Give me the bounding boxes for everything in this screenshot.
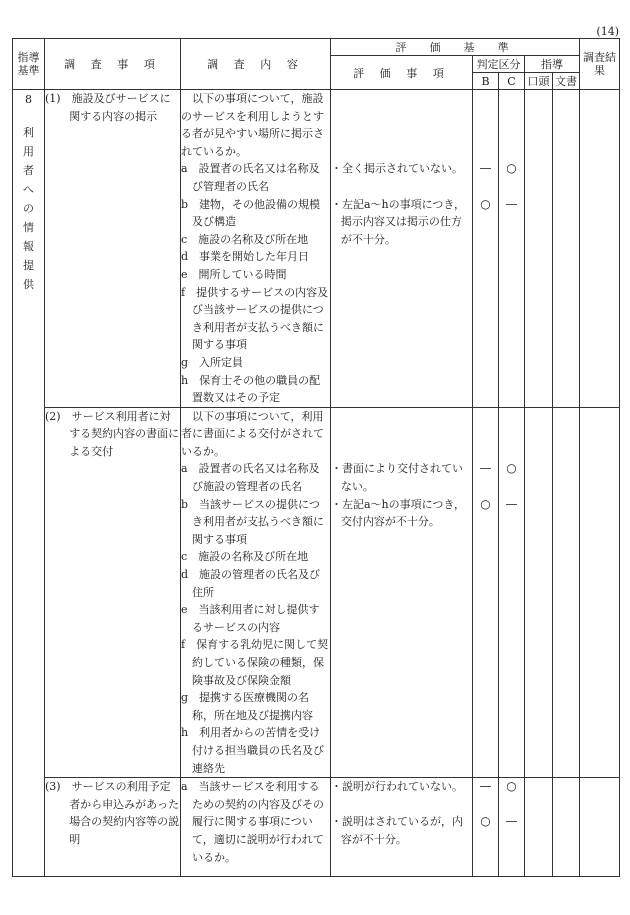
judgement-c-cell — [499, 778, 525, 877]
content-cell — [181, 90, 331, 408]
item-text: (2) サービス利用者に対する契約内容の書面による交付 — [45, 409, 180, 458]
mark: ○ — [480, 196, 491, 211]
content-item: f 提供するサービスの内容及び当該サービスの提供につき利用者が支払うべき額に関する事項 — [181, 285, 329, 352]
standard-label-char: の — [23, 202, 34, 215]
header-b: B — [473, 73, 499, 90]
criterion: ・左記a～hの事項につき，交付内容が不十分。 — [331, 497, 465, 529]
header-document: 文書 — [553, 73, 580, 90]
header-result: 調査結果 — [580, 39, 620, 90]
standard-label-char: 提 — [23, 259, 34, 272]
header-judgement: 判定区分 — [473, 56, 525, 73]
judgement-b-cell — [473, 407, 499, 777]
content-intro: 以下の事項について，施設のサービスを利用しようとする者が見やすい場所に掲示されているか。 — [181, 92, 324, 158]
content-item: h 利用者からの苦情を受け付ける担当職員の氏名及び連絡先 — [181, 726, 324, 775]
mark: — — [505, 814, 518, 829]
header-oral: 口頭 — [525, 73, 553, 90]
criteria-cell — [331, 90, 473, 408]
standard-number: 8 — [25, 93, 32, 106]
inspection-table — [12, 38, 620, 877]
content-item: a 当該サービスを利用するための契約の内容及びその履行に関する事項について，適切に説明が行われているか。 — [181, 780, 324, 864]
content-item: a 設置者の氏名又は名称及び管理者の氏名 — [181, 162, 320, 193]
judgement-b-cell — [473, 778, 499, 877]
standard-cell — [13, 90, 45, 877]
item-text: (1) 施設及びサービスに関する内容の掲示 — [45, 92, 171, 123]
header-content: 調 査 内 容 — [181, 39, 331, 90]
judgement-c-cell — [499, 407, 525, 777]
mark: ○ — [480, 814, 491, 829]
content-item: b 当該サービスの提供につき利用者が支払うべき額に関する事項 — [181, 497, 324, 546]
oral-cell — [525, 407, 553, 777]
content-item: d 事業を開始した年月日 — [181, 250, 310, 264]
header-eval-item: 評 価 事 項 — [331, 56, 473, 90]
content-item: c 施設の名称及び所在地 — [181, 550, 309, 564]
standard-label-char: 報 — [23, 240, 34, 253]
content-item: b 建物，その他設備の規模及び構造 — [181, 197, 321, 229]
table-row — [13, 407, 620, 777]
standard-label-char: 者 — [23, 164, 34, 177]
header-guidance: 指導 — [525, 56, 580, 73]
criterion: ・説明はされているが，内容が不十分。 — [331, 815, 463, 846]
judgement-c-cell — [499, 90, 525, 408]
content-item: f 保育する乳幼児に関して契約している保険の種類，保険事故及び保険金額 — [181, 638, 329, 687]
mark: ○ — [506, 461, 517, 476]
mark: ○ — [480, 496, 491, 511]
content-item: e 当該利用者に対し提供するサービスの内容 — [181, 603, 320, 634]
item-cell — [45, 90, 181, 408]
content-item: a 設置者の氏名又は名称及び施設の管理者の氏名 — [181, 462, 320, 494]
header-standard: 指導基準 — [13, 39, 45, 90]
content-item: h 保育士その他の職員の配置数又はその予定 — [181, 373, 321, 405]
content-cell — [181, 407, 331, 777]
page-number: (14) — [596, 25, 619, 38]
result-cell — [580, 407, 620, 777]
item-cell — [45, 407, 181, 777]
content-item: d 施設の管理者の氏名及び住所 — [181, 568, 321, 599]
content-item: g 入所定員 — [181, 355, 244, 369]
standard-label-char: 用 — [23, 145, 34, 158]
oral-cell — [525, 90, 553, 408]
header-c: C — [499, 73, 525, 90]
table-row — [13, 90, 620, 408]
standard-label-char: 供 — [23, 278, 34, 291]
criterion: ・左記a～hの事項につき，掲示内容又は掲示の仕方が不十分。 — [331, 197, 465, 246]
criterion: ・全く掲示されていない。 — [331, 162, 463, 176]
content-item: e 開所している時間 — [181, 267, 287, 281]
header-items: 調 査 事 項 — [45, 39, 181, 90]
criteria-cell — [331, 407, 473, 777]
criterion: ・説明が行われていない。 — [331, 780, 463, 794]
document-cell — [553, 407, 580, 777]
standard-label-char: 利 — [23, 126, 34, 139]
content-item: g 提携する医療機関の名称，所在地及び提携内容 — [181, 691, 313, 722]
item-text: (3) サービスの利用予定者から申込みがあった場合の契約内容等の説明 — [45, 780, 180, 846]
mark: — — [505, 496, 518, 511]
mark: — — [505, 196, 518, 211]
header-evaluation: 評 価 基 準 — [331, 39, 580, 56]
content-cell — [181, 778, 331, 877]
oral-cell — [525, 778, 553, 877]
mark: — — [479, 461, 492, 476]
standard-label-char: へ — [23, 183, 34, 196]
judgement-b-cell — [473, 90, 499, 408]
criterion: ・書面により交付されていない。 — [331, 462, 463, 494]
mark: ○ — [506, 161, 517, 176]
standard-label-char: 情 — [23, 221, 34, 234]
mark: — — [479, 161, 492, 176]
result-cell — [580, 90, 620, 408]
mark: ○ — [506, 779, 517, 794]
mark: — — [479, 779, 492, 794]
document-cell — [553, 778, 580, 877]
criteria-cell — [331, 778, 473, 877]
document-cell — [553, 90, 580, 408]
table-row — [13, 778, 620, 877]
content-item: c 施設の名称及び所在地 — [181, 232, 309, 246]
item-cell — [45, 778, 181, 877]
content-intro: 以下の事項について，利用者に書面による交付がされているか。 — [181, 409, 324, 458]
result-cell — [580, 778, 620, 877]
